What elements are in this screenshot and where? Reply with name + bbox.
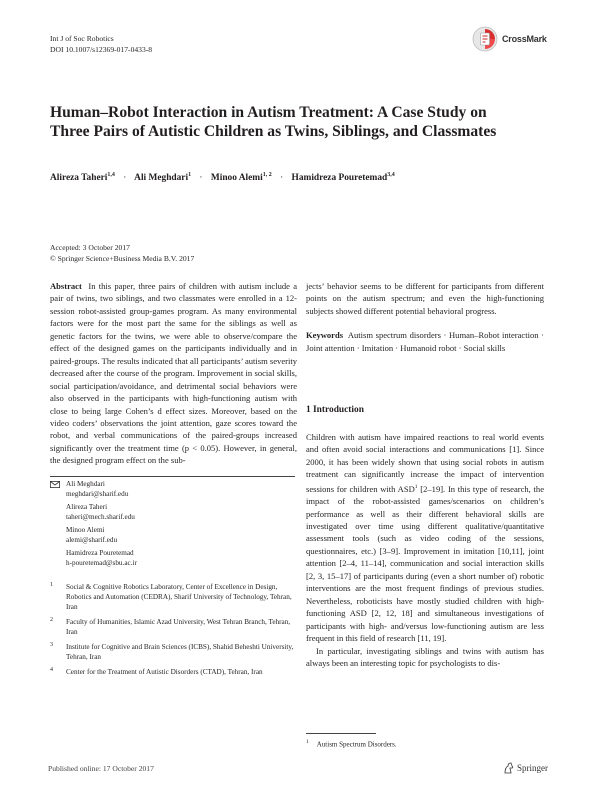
introduction-paragraph: In particular, investigating siblings and twins with autism has always been an interesting topic for psychologists to dis-	[306, 645, 544, 668]
affiliation-text: Social & Cognitive Robotics Laboratory, Center of Excellence in Design, Robotics and Automation (CEDRA), Sharif University of Technology, Tehran, Iran	[66, 583, 292, 611]
affiliation-number: 4	[50, 667, 53, 673]
contact-entry	[66, 548, 298, 568]
paper-title: Human–Robot Interaction in Autism Treatment: A Case Study on Three Pairs of Autistic Children as Twins, Siblings, and Classmates	[50, 104, 497, 140]
accepted-date: Accepted: 3 October 2017	[50, 243, 130, 252]
abstract-label: Abstract	[50, 281, 82, 291]
abstract-text: In this paper, three pairs of children with autism include a pair of twins, two siblings, and two classmates were enrolled in a 12-session robot-assisted group-games program. As many environmental factors were for the most part the same for the siblings as well as genetic factors for the twins, we were able to observe/compare the effect of the designed games on the participants individually and in paired-groups. The results indicated that all participants’ autism severity decreased after the course of the program. Improvement in social skills, social participation/avoidance, and detrimental social behaviors were also observed in the participants with high-functioning autism with close to being large Cohen’s d effect sizes. Moreover, based on the video coders’ observations the joint attention, gaze scores toward the robot, and verbal communications of the paired-groups increased significantly over the treatment time (p < 0.05). However, in general, the designed program effect on the sub-	[50, 281, 297, 466]
contact-name: Hamidreza Pouretemad	[66, 549, 134, 557]
author-separator: ·	[280, 173, 284, 184]
affiliation-text: Center for the Treatment of Autistic Disorders (CTAD), Tehran, Iran	[66, 668, 263, 676]
contact-email[interactable]: meghdari@sharif.edu	[66, 490, 129, 498]
footnote-divider	[306, 733, 376, 734]
contact-email[interactable]: h-pouretemad@sbu.ac.ir	[66, 559, 137, 567]
publisher-name: Springer	[517, 763, 548, 773]
author-name[interactable]: Ali Meghdari	[134, 173, 189, 184]
footnote-number: 1	[306, 739, 309, 745]
keywords-text: Autism spectrum disorders · Human–Robot interaction · Joint attention · Imitation · Humanoid robot · Social skills	[306, 330, 544, 353]
affiliations-list	[50, 582, 298, 682]
author-affiliation-ref: 1,4	[107, 172, 115, 178]
author-affiliation-ref: 1, 2	[262, 172, 272, 178]
author-separator: ·	[123, 173, 127, 184]
affiliation-item	[50, 617, 298, 637]
footnote-ref[interactable]: 1	[414, 483, 418, 490]
contact-name: Minoo Alemi	[66, 526, 105, 534]
introduction-paragraph	[306, 431, 544, 645]
contact-divider	[50, 476, 295, 477]
contact-email[interactable]: alemi@sharif.edu	[66, 536, 118, 544]
intro-text-part: [2–19]. In this type of research, the impact of the robot-assisted games/scenarios on children’s performance as well as their different behavioral skills are investigated over time using different qualitative/quantitative assessment tools (such as video coding of the sessions, questionnaires, etc.) [3–9]. Improvement in imitation [10,11], joint attention [2–4, 11–14], communication and social interaction skills [2, 3, 15–17] of participants during (even a short number of) robotic interventions are the most frequent findings of previous studies. Nevertheless, roboticists have mostly studied children with high-functioning ASD [2, 12, 18] and simultaneous investigations of participants with high- and/versus low-functioning autism are less frequent in this field of research [11, 19].	[306, 483, 544, 644]
introduction-body	[306, 431, 544, 669]
publication-dates	[50, 243, 194, 264]
intro-text-part: Children with autism have impaired reactions to real world events and often avoid social interactions and communications [1]. Since 2000, it has been widely shown that using social robots in autism treatment can significantly increase the impact of intervention sessions for children with ASD	[306, 432, 544, 494]
affiliation-item	[50, 642, 298, 662]
crossmark-icon	[472, 26, 498, 52]
abstract-text-continued: jects’ behavior seems to be different for participants from different points on the autism spectrum; and even the high-functioning subjects showed different potential behavioral progress.	[306, 281, 544, 316]
crossmark-badge[interactable]	[472, 24, 552, 54]
doi-link[interactable]: DOI 10.1007/s12369-017-0433-8	[50, 44, 153, 54]
contact-name: Ali Meghdari	[66, 480, 105, 488]
published-online-date: Published online: 17 October 2017	[48, 764, 154, 773]
author-affiliation-ref: 1	[188, 172, 192, 178]
footnote-text: Autism Spectrum Disorders.	[316, 740, 397, 749]
contact-entry	[66, 502, 298, 522]
publisher-logo	[503, 762, 548, 774]
affiliation-number: 2	[50, 617, 53, 623]
abstract-continuation	[306, 280, 544, 354]
author-name[interactable]: Minoo Alemi	[210, 173, 263, 184]
author-affiliation-ref: 3,4	[387, 172, 395, 178]
abstract-section	[50, 280, 297, 467]
contact-entry	[66, 479, 298, 499]
journal-header	[50, 34, 152, 55]
affiliation-item	[50, 582, 298, 612]
keywords-section	[306, 329, 544, 354]
copyright-notice: © Springer Science+Business Media B.V. 2017	[50, 253, 195, 263]
affiliation-item	[50, 667, 298, 677]
contact-name: Alireza Taheri	[66, 503, 108, 511]
envelope-icon	[50, 481, 60, 488]
affiliation-text: Faculty of Humanities, Islamic Azad University, West Tehran Branch, Tehran, Iran	[66, 618, 291, 636]
footnote	[306, 733, 544, 749]
section-heading-introduction: 1 Introduction	[306, 405, 364, 415]
springer-horse-icon	[503, 762, 514, 774]
contact-entry	[66, 525, 298, 545]
author-name[interactable]: Alireza Taheri	[50, 173, 108, 184]
affiliation-text: Institute for Cognitive and Brain Sciences (ICBS), Shahid Beheshti University, Tehran, Iran	[66, 643, 294, 661]
affiliation-number: 1	[50, 582, 53, 588]
contact-email[interactable]: taheri@mech.sharif.edu	[66, 513, 135, 521]
author-name[interactable]: Hamidreza Pouretemad	[291, 173, 388, 184]
journal-name: Int J of Soc Robotics	[50, 34, 114, 43]
author-list	[50, 172, 395, 183]
affiliation-number: 3	[50, 642, 53, 648]
keywords-label: Keywords	[306, 330, 344, 341]
crossmark-label: CrossMark	[502, 34, 547, 44]
corresponding-contacts	[50, 479, 298, 571]
author-separator: ·	[199, 173, 203, 184]
